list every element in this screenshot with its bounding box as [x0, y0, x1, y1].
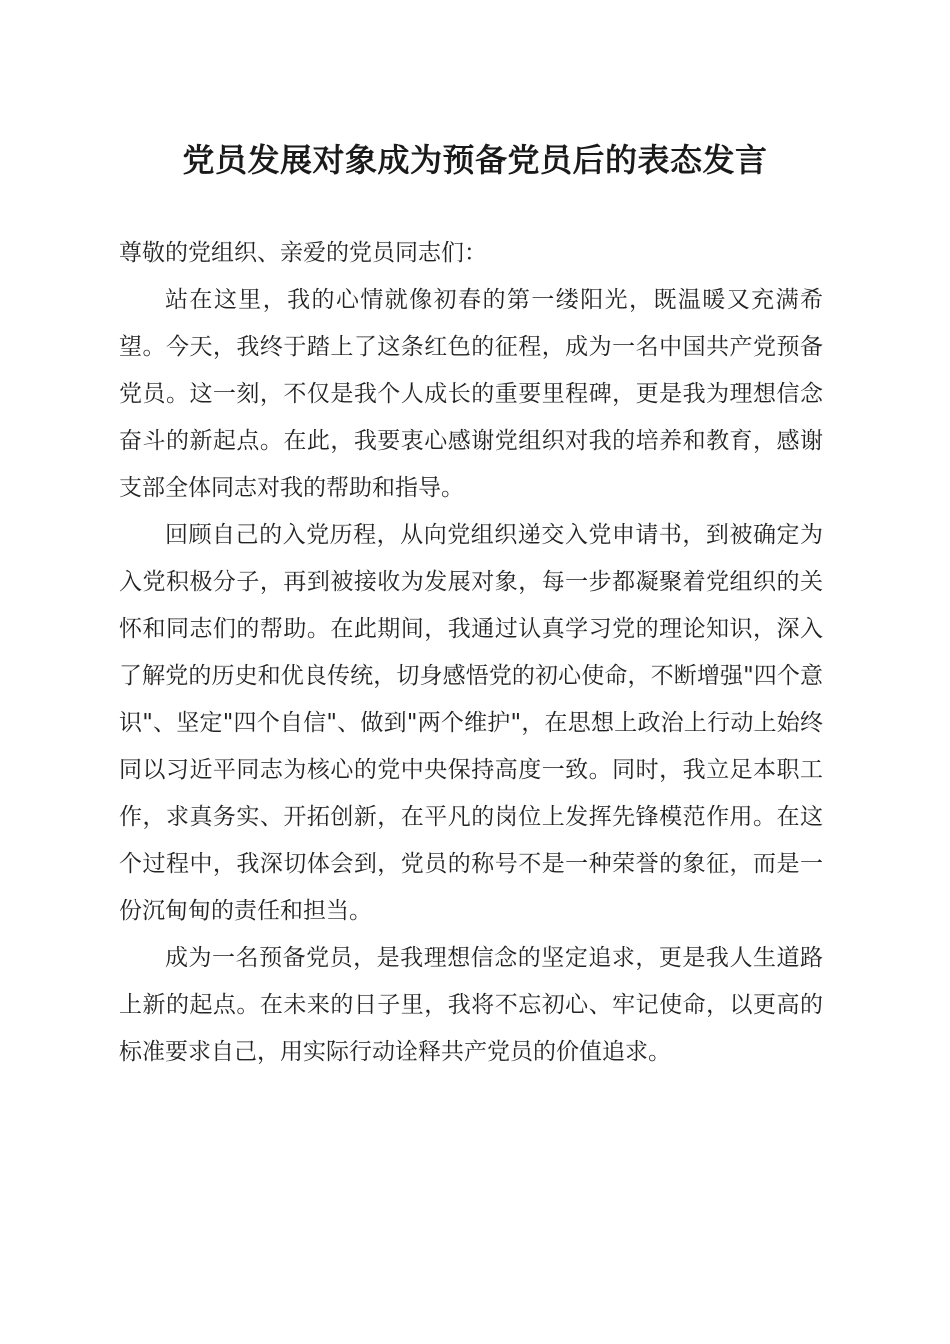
document-title: 党员发展对象成为预备党员后的表态发言 — [182, 141, 768, 179]
salutation: 尊敬的党组织、亲爱的党员同志们： — [119, 240, 487, 266]
paragraph-2: 回顾自己的入党历程，从向党组织递交入党申请书，到被确定为入党积极分子，再到被接收为发展对象，每一步都凝聚着党组织的关怀和同志们的帮助。在此期间，我通过认真学习党的理论知识，深入了解党的历史和优良传统，切身感悟党的初心使命，不断增强"四个意识"、坚定"四个自信"、做到"两个维护"，在思想上政治上行动上始终同以习近平同志为核心的党中央保持高度一致。同时，我立足本职工作，求真务实、开拓创新，在平凡的岗位上发挥先锋模范作用。在这个过程中，我深切体会到，党员的称号不是一种荣誉的象征，而是一份沉甸甸的责任和担当。 — [119, 522, 823, 924]
document-body — [119, 230, 823, 1076]
paragraph-1: 站在这里，我的心情就像初春的第一缕阳光，既温暖又充满希望。今天，我终于踏上了这条红色的征程，成为一名中国共产党预备党员。这一刻，不仅是我个人成长的重要里程碑，更是我为理想信念奋斗的新起点。在此，我要衷心感谢党组织对我的培养和教育，感谢支部全体同志对我的帮助和指导。 — [119, 287, 823, 501]
paragraph-3: 成为一名预备党员，是我理想信念的坚定追求，更是我人生道路上新的起点。在未来的日子里，我将不忘初心、牢记使命，以更高的标准要求自己，用实际行动诠释共产党员的价值追求。 — [119, 945, 823, 1065]
